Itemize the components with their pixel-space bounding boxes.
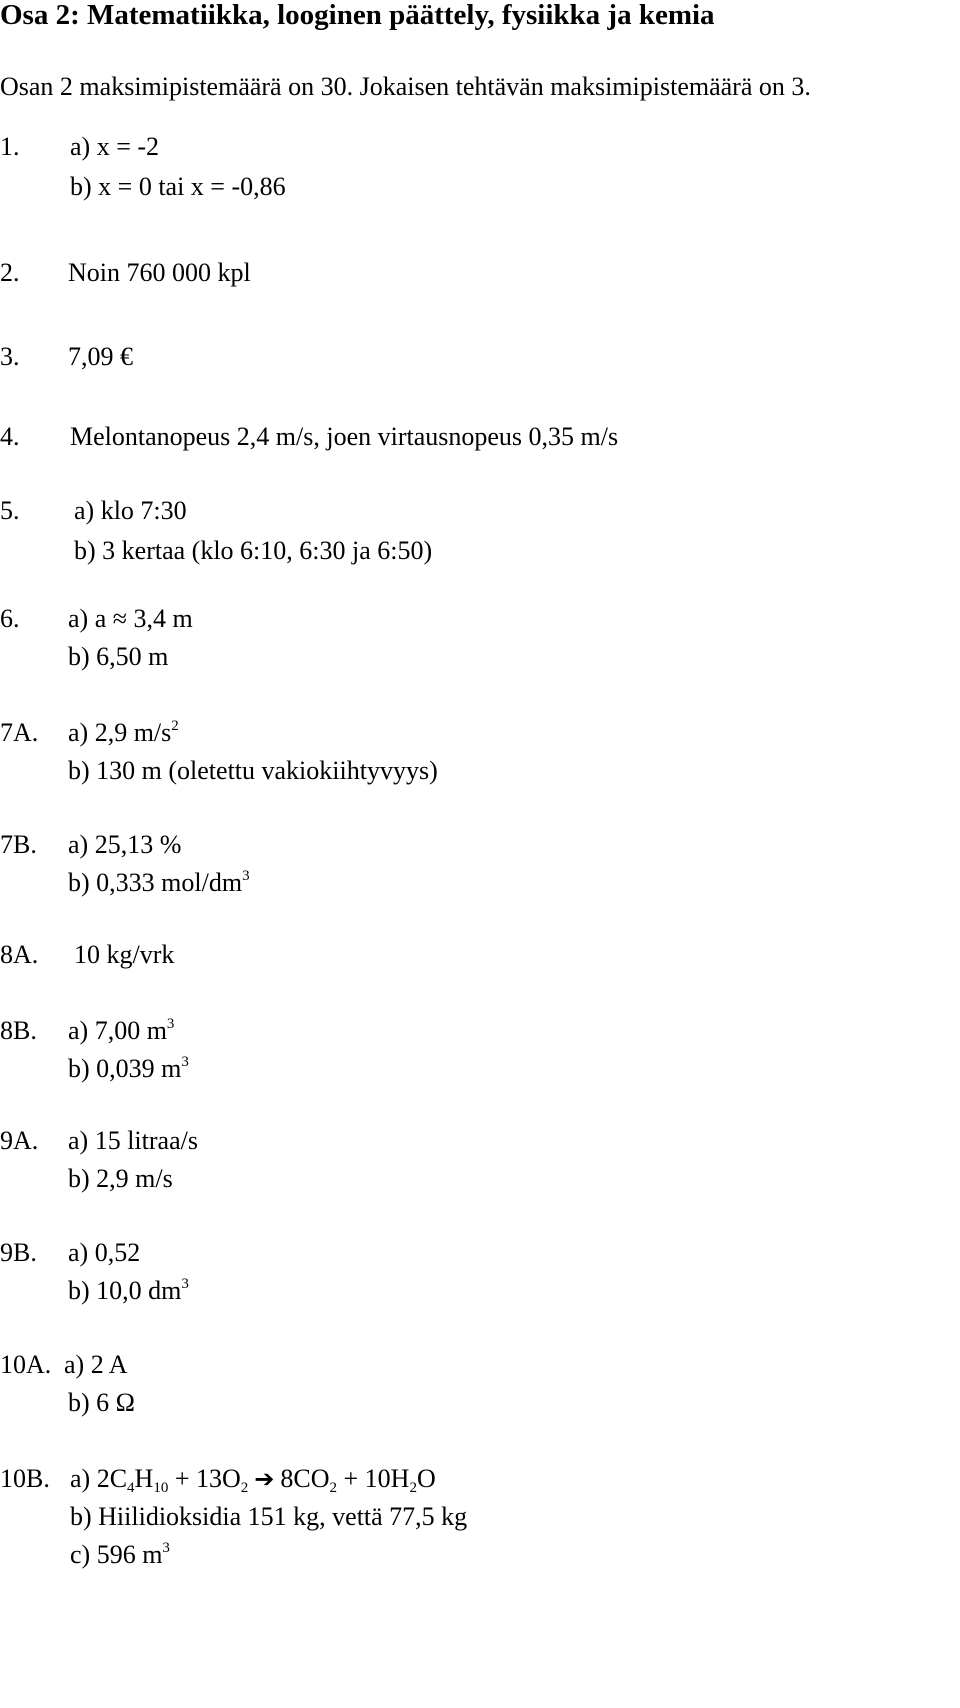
intro-text: Osan 2 maksimipistemäärä on 30. Jokaisen tehtävän maksimipistemäärä on 3. (0, 72, 811, 101)
question-number: 3. (0, 342, 20, 371)
question-number: 2. (0, 258, 20, 287)
answer: Melontanopeus 2,4 m/s, joen virtausnopeus 0,35 m/s (70, 422, 619, 451)
equation-part: + 10H (337, 1464, 410, 1493)
answer-a: a) 2 A (64, 1350, 128, 1379)
answer-a: a) 25,13 % (68, 830, 182, 859)
answer-b: b) 6 Ω (68, 1388, 135, 1417)
answer-b-text: b) 0,333 mol/dm (68, 868, 243, 897)
answer-b: b) Hiilidioksidia 151 kg, vettä 77,5 kg (70, 1502, 468, 1531)
answer-b-text: b) 10,0 dm (68, 1276, 182, 1305)
question-number: 10A. (0, 1350, 52, 1379)
answer-a: a) 0,52 (68, 1238, 141, 1267)
answer-a: a) a ≈ 3,4 m (68, 604, 193, 633)
superscript: 3 (181, 1054, 189, 1070)
superscript: 3 (181, 1276, 189, 1292)
subscript: 4 (127, 1480, 135, 1496)
answer-a: a) klo 7:30 (74, 496, 187, 525)
question-number: 6. (0, 604, 20, 633)
chemical-equation (70, 1464, 436, 1498)
answer-b: b) 130 m (oletettu vakiokiihtyvyys) (68, 756, 438, 785)
answer: 10 kg/vrk (74, 940, 175, 969)
answer-a: a) x = -2 (70, 132, 160, 161)
question-number: 5. (0, 496, 20, 525)
question-number: 8B. (0, 1016, 37, 1045)
superscript: 3 (162, 1540, 170, 1556)
question-number: 10B. (0, 1464, 50, 1493)
superscript: 3 (166, 1016, 175, 1032)
answer-b (68, 868, 250, 902)
answer-b: b) 6,50 m (68, 642, 169, 671)
answer-a-text: a) 2,9 m/s (68, 718, 172, 747)
superscript: 3 (242, 868, 250, 884)
answer-b: b) 2,9 m/s (68, 1164, 173, 1193)
question-number: 4. (0, 422, 20, 451)
answer-b: b) 3 kertaa (klo 6:10, 6:30 ja 6:50) (74, 536, 433, 565)
question-number: 7A. (0, 718, 39, 747)
answer-b-text: b) 0,039 m (68, 1054, 182, 1083)
subscript: 2 (240, 1480, 249, 1496)
answer-c-text: c) 596 m (70, 1540, 163, 1569)
question-number: 8A. (0, 940, 39, 969)
answer-a (68, 718, 179, 752)
answer: Noin 760 000 kpl (68, 258, 251, 287)
equation-part: + 13O (168, 1464, 241, 1493)
equation-part: H (134, 1464, 154, 1493)
subscript: 2 (409, 1480, 417, 1496)
answer-b: b) x = 0 tai x = -0,86 (70, 172, 286, 201)
question-number: 1. (0, 132, 20, 161)
question-number: 7B. (0, 830, 37, 859)
question-number: 9A. (0, 1126, 39, 1155)
subscript: 10 (153, 1480, 169, 1496)
answer-a-text: a) 7,00 m (68, 1016, 167, 1045)
answer: 7,09 € (68, 342, 133, 371)
question-number: 9B. (0, 1238, 37, 1267)
subscript: 2 (329, 1480, 338, 1496)
superscript: 2 (171, 718, 179, 734)
answer-b (68, 1054, 189, 1088)
reaction-arrow-icon: ➔ (254, 1465, 275, 1493)
equation-part: O (416, 1464, 436, 1493)
equation-part: a) 2C (70, 1464, 128, 1493)
equation-part: 8CO (280, 1464, 330, 1493)
page-title: Osa 2: Matematiikka, looginen päättely, fysiikka ja kemia (0, 0, 715, 31)
answer-a: a) 15 litraa/s (68, 1126, 198, 1155)
answer-b (68, 1276, 189, 1310)
answer-c (70, 1540, 170, 1574)
answer-a (68, 1016, 174, 1050)
